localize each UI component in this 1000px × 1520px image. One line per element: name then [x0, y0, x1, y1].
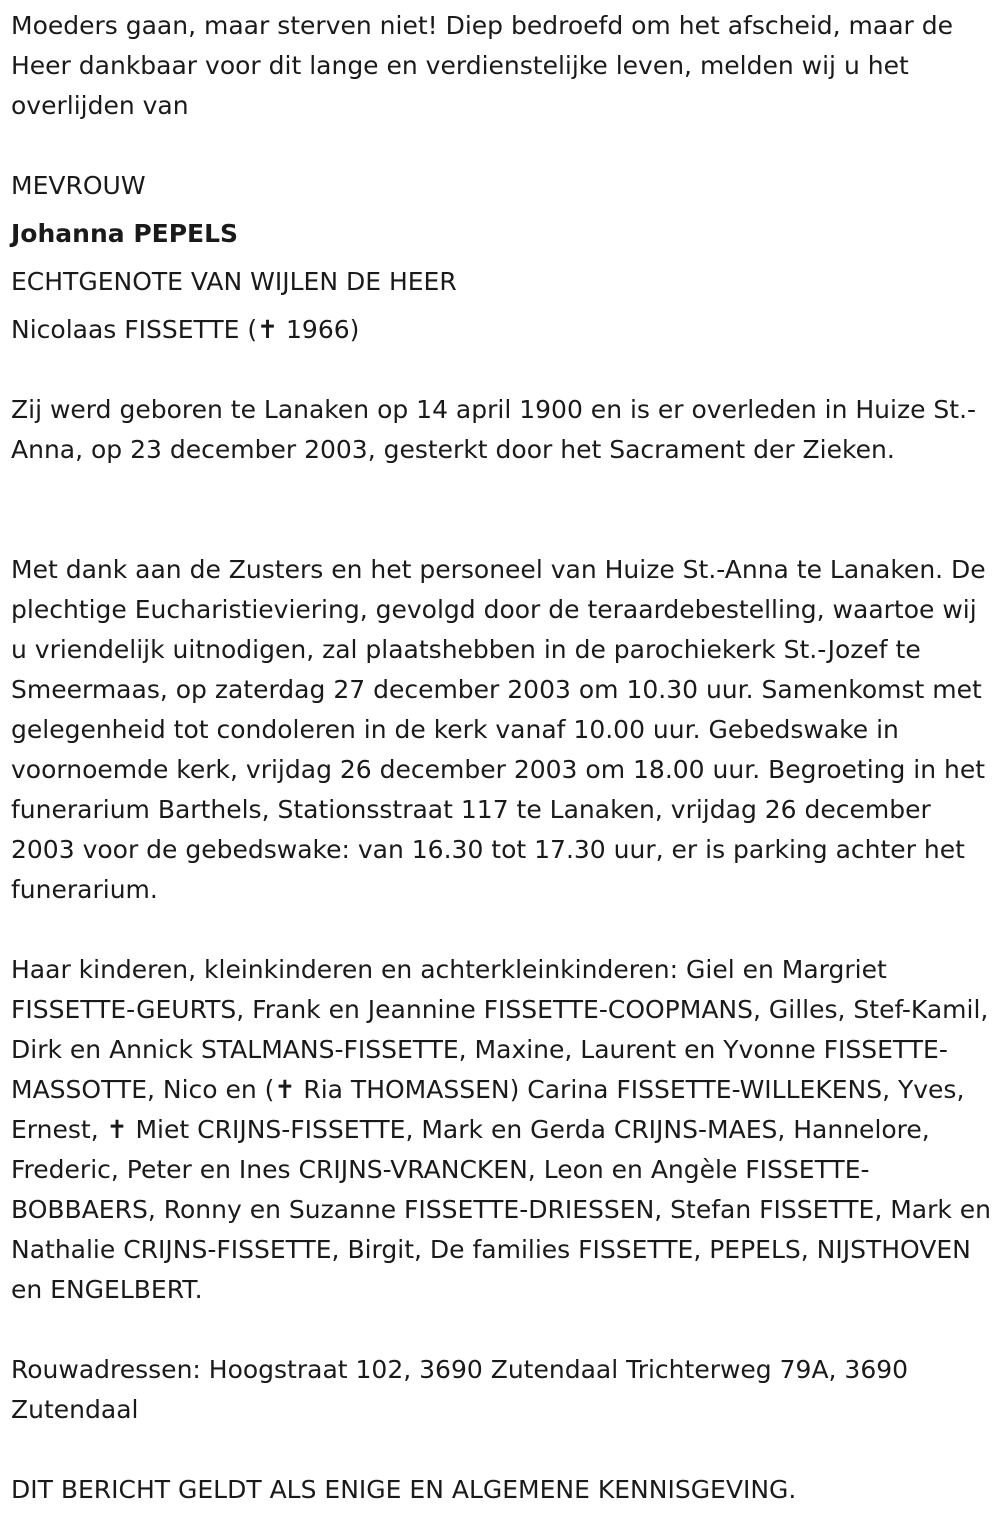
- spouse-name: Nicolaas FISSETTE (✝ 1966): [11, 315, 360, 344]
- spouse-label: ECHTGENOTE VAN WIJLEN DE HEER: [11, 267, 457, 296]
- title-line: MEVROUW: [11, 171, 146, 200]
- intro-paragraph: Moeders gaan, maar sterven niet! Diep bedroefd om het afscheid, maar de Heer dankbaar voor dit lange en verdienstelijke leven, melden wij u het overlijden van: [11, 11, 954, 120]
- deceased-name: Johanna PEPELS: [11, 219, 239, 248]
- addresses-paragraph: Rouwadressen: Hoogstraat 102, 3690 Zutendaal Trichterweg 79A, 3690 Zutendaal: [11, 1355, 909, 1424]
- birth-death-paragraph: Zij werd geboren te Lanaken op 14 april 1900 en is er overleden in Huize St.-Anna, op 23 december 2003, gesterkt door het Sacrament der Zieken.: [11, 395, 977, 464]
- family-paragraph: Haar kinderen, kleinkinderen en achterkleinkinderen: Giel en Margriet FISSETTE-GEURTS, Frank en Jeannine FISSETTE-COOPMANS, Gilles, Stef-Kamil, Dirk en Annick STALMANS-FISSETTE, Maxine, Laurent en Yvonne FISSETTE-MASSOTTE, Nico en (✝ Ria THOMASSEN) Carina FISSETTE-WILLEKENS, Yves, Ernest, ✝ Miet CRIJNS-FISSETTE, Mark en Gerda CRIJNS-MAES, Hannelore, Frederic, Peter en Ines CRIJNS-VRANCKEN, Leon en Angèle FISSETTE-BOBBAERS, Ronny en Suzanne FISSETTE-DRIESSEN, Stefan FISSETTE, Mark en Nathalie CRIJNS-FISSETTE, Birgit, De families FISSETTE, PEPELS, NIJSTHOVEN en ENGELBERT.: [11, 955, 992, 1304]
- ceremony-paragraph: Met dank aan de Zusters en het personeel van Huize St.-Anna te Lanaken. De plechtige Eucharistieviering, gevolgd door de teraardebestelling, waartoe wij u vriendelijk uitnodigen, zal plaatshebben in de parochiekerk St.-Jozef te Smeermaas, op zaterdag 27 december 2003 om 10.30 uur. Samenkomst met gelegenheid tot condoleren in de kerk vanaf 10.00 uur. Gebedswake in voornoemde kerk, vrijdag 26 december 2003 om 18.00 uur. Begroeting in het funerarium Barthels, Stationsstraat 117 te Lanaken, vrijdag 26 december 2003 voor de gebedswake: van 16.30 tot 17.30 uur, er is parking achter het funerarium.: [11, 555, 986, 904]
- notice-line: DIT BERICHT GELDT ALS ENIGE EN ALGEMENE KENNISGEVING.: [11, 1475, 797, 1504]
